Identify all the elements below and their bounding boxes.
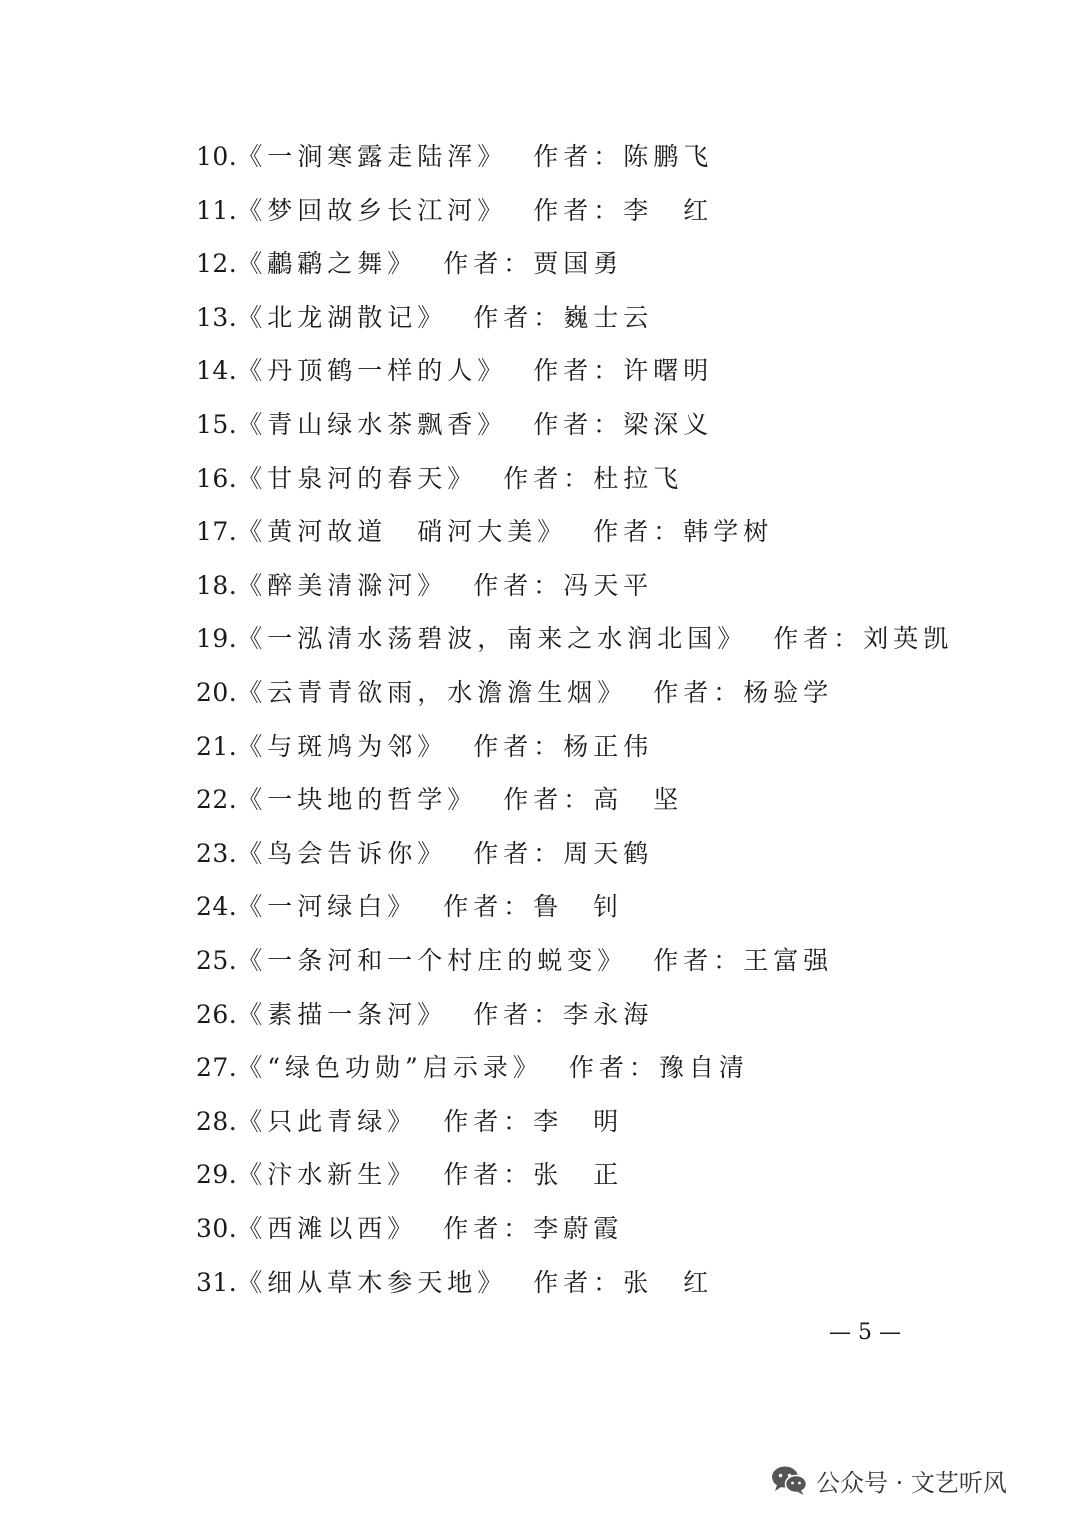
entry-title: 《细从草木参天地》 [237,1267,508,1297]
watermark-text: 公众号 · 文艺听风 [816,1468,1007,1497]
list-item [196,191,713,231]
list-item [196,298,653,338]
list-item [196,834,653,874]
wechat-icon [770,1464,808,1496]
author-label: 作者： [443,249,534,279]
entry-number: 15. [196,410,238,439]
entry-title: 《云青青欲雨，水澹澹生烟》 [237,678,628,707]
list-item [196,1209,623,1249]
list-item [196,351,713,391]
author-label: 作者： [533,142,624,171]
entry-number: 11. [196,195,238,225]
list-item [196,941,833,981]
list-item [196,1048,749,1088]
author-label: 作者： [473,302,564,332]
list-item [196,137,713,177]
author-name: 许曙明 [623,356,714,386]
author-label: 作者： [593,517,684,547]
author-name: 豫自清 [658,1053,749,1083]
author-label: 作者： [533,410,624,439]
author-name: 杨验学 [743,678,834,707]
list-item [196,1102,623,1142]
entry-title: 《丹顶鹤一样的人》 [237,356,508,386]
author-name: 梁深义 [623,410,714,439]
entry-title: 《北龙湖散记》 [237,302,448,332]
entry-number: 20. [196,678,238,707]
author-label: 作者： [443,1214,534,1243]
author-label: 作者： [773,624,864,654]
entry-number: 28. [196,1106,238,1136]
author-name: 李 明 [533,1106,624,1136]
author-label: 作者： [443,1160,534,1190]
entry-number: 24. [196,892,238,922]
entry-number: 13. [196,302,238,332]
entry-number: 30. [196,1214,238,1243]
list-item [196,995,653,1035]
author-name: 冯天平 [563,570,654,600]
entry-title: 《黄河故道 硝河大美》 [237,517,568,547]
page-number: — 5 — [829,1320,901,1345]
entry-title: 《只此青绿》 [237,1106,418,1136]
entry-title: 《鷫鹴之舞》 [237,249,418,279]
entry-number: 18. [196,570,238,600]
list-item [196,512,773,552]
author-label: 作者： [653,678,744,707]
author-label: 作者： [503,785,594,815]
author-name: 贾国勇 [533,249,624,279]
author-label: 作者： [473,731,564,761]
list-item [196,673,833,713]
entry-number: 23. [196,838,238,868]
list-item [196,459,683,499]
list-item [196,1155,623,1195]
author-label: 作者： [533,1267,624,1297]
list-item [196,405,713,445]
entry-number: 29. [196,1160,238,1190]
entry-title: 《一条河和一个村庄的蜕变》 [237,946,628,975]
author-name: 杨正伟 [563,731,654,761]
entry-number: 31. [196,1267,238,1297]
author-label: 作者： [443,892,534,922]
list-item [196,1263,713,1303]
author-label: 作者： [533,356,624,386]
author-label: 作者： [473,838,564,868]
author-name: 张 红 [623,1267,714,1297]
list-item [196,244,623,284]
author-name: 李 红 [623,195,714,225]
list-item [196,727,653,767]
author-name: 李蔚霞 [533,1214,624,1243]
author-name: 周天鹤 [563,838,654,868]
author-name: 韩学树 [683,517,774,547]
entry-title: 《梦回故乡长江河》 [237,195,508,225]
list-item [196,566,653,606]
entry-title: 《“绿色功勋”启示录》 [237,1053,543,1083]
author-name: 巍士云 [563,302,654,332]
entry-title: 《一泓清水荡碧波，南来之水润北国》 [237,624,748,654]
author-name: 高 坚 [593,785,684,815]
entry-title: 《醉美清滁河》 [237,570,448,600]
entry-title: 《鸟会告诉你》 [237,838,448,868]
entry-number: 27. [196,1053,238,1083]
entry-title: 《甘泉河的春天》 [237,463,478,493]
author-name: 鲁 钊 [533,892,624,922]
entry-title: 《青山绿水茶飘香》 [237,410,508,439]
author-name: 杜拉飞 [593,463,684,493]
entry-number: 25. [196,946,238,975]
entry-number: 16. [196,463,238,493]
list-item [196,619,953,659]
watermark [770,1462,1007,1498]
entry-title: 《汴水新生》 [237,1160,418,1190]
author-label: 作者： [503,463,594,493]
author-name: 王富强 [743,946,834,975]
author-label: 作者： [533,195,624,225]
author-label: 作者： [568,1053,659,1083]
author-label: 作者： [443,1106,534,1136]
entry-title: 《素描一条河》 [237,999,448,1029]
entry-number: 22. [196,785,238,815]
list-item [196,780,683,820]
entry-title: 《与斑鸠为邻》 [237,731,448,761]
entry-number: 17. [196,517,238,547]
author-label: 作者： [473,570,564,600]
entry-number: 14. [196,356,238,386]
list-item [196,887,623,927]
author-name: 李永海 [563,999,654,1029]
author-label: 作者： [473,999,564,1029]
author-name: 刘英凯 [863,624,954,654]
entry-title: 《西滩以西》 [237,1214,418,1243]
author-name: 张 正 [533,1160,624,1190]
author-label: 作者： [653,946,744,975]
entry-title: 《一块地的哲学》 [237,785,478,815]
entry-number: 26. [196,999,238,1029]
entry-title: 《一河绿白》 [237,892,418,922]
entry-number: 21. [196,731,238,761]
entry-number: 10. [196,142,238,171]
entry-number: 19. [196,624,238,654]
author-name: 陈鹏飞 [623,142,714,171]
entry-title: 《一涧寒露走陆浑》 [237,142,508,171]
entry-number: 12. [196,249,238,279]
